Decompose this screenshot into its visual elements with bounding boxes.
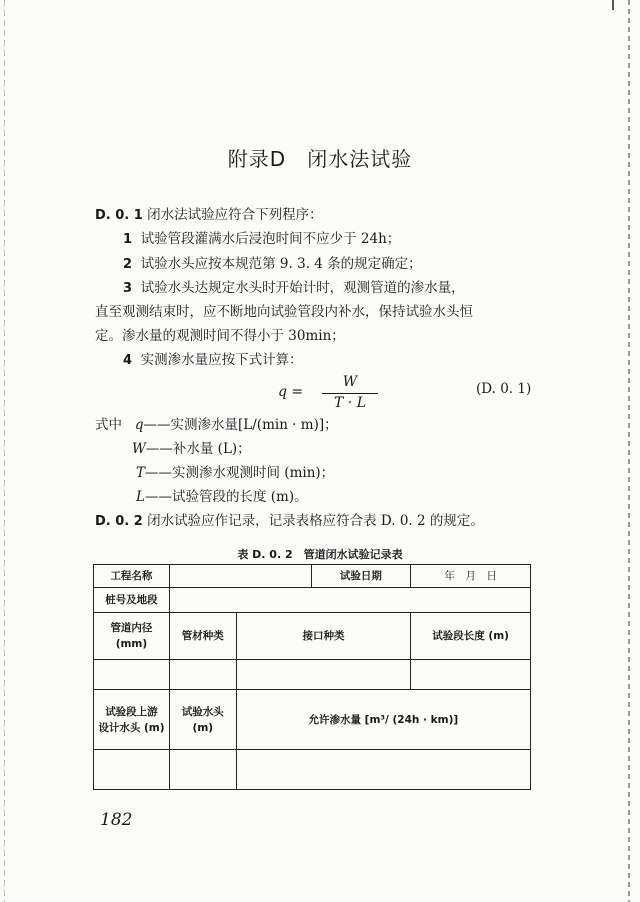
- table-row: [94, 588, 531, 613]
- section-length-value: [411, 660, 531, 690]
- test-head-label: 试验水头 (m): [169, 690, 236, 750]
- table-row: [94, 565, 531, 588]
- paragraph-line: 直至观测结束时，应不断地向试验管段内补水，保持试验水头恒: [95, 304, 473, 320]
- clause-text: 闭水法试验应符合下列程序：: [147, 207, 323, 223]
- clause-number: D. 0. 2: [95, 514, 143, 529]
- symbol-definition: T——实测渗水观测时间 (min)；: [136, 465, 335, 481]
- page-edge-mark: [612, 0, 614, 10]
- equation-number: (D. 0. 1): [476, 381, 532, 397]
- joint-type-value: [236, 660, 411, 690]
- pipe-diameter-value: [94, 660, 170, 690]
- symbol-definition: 式中 q——实测渗水量[L/(min · m)]；: [95, 417, 338, 433]
- list-item: 4 实测渗水量应按下式计算：: [123, 352, 303, 368]
- page-edge-right: [628, 0, 630, 902]
- station-label: 桩号及地段: [94, 588, 170, 613]
- table-row: [94, 750, 531, 790]
- table-caption: 表 D. 0. 2 管道闭水试验记录表: [237, 548, 403, 561]
- joint-type-label: 接口种类: [236, 613, 411, 660]
- formula-denominator: T · L: [334, 395, 366, 411]
- fraction-bar: [322, 393, 378, 394]
- pipe-diameter-label: 管道内径 (mm): [94, 613, 170, 660]
- pipe-material-value: [169, 660, 236, 690]
- symbol-definition: W——补水量 (L)；: [132, 441, 251, 457]
- symbol-definition: L——试验管段的长度 (m)。: [136, 489, 308, 505]
- pipe-material-label: 管材种类: [169, 613, 236, 660]
- formula-numerator: W: [342, 374, 358, 390]
- clause-number: D. 0. 1: [95, 208, 143, 223]
- appendix-title: 附录D 闭水法试验: [227, 147, 413, 171]
- list-item: 3 试验水头达规定水头时开始计时，观测管道的渗水量，: [123, 280, 465, 296]
- table-row: [94, 660, 531, 690]
- project-name-value: [169, 565, 311, 588]
- clause-d01: [95, 203, 530, 228]
- test-head-value: [169, 750, 236, 790]
- list-item: 1 试验管段灌满水后浸泡时间不应少于 24h；: [123, 231, 401, 247]
- formula-lhs: q =: [278, 384, 304, 400]
- upstream-head-label: 试验段上游 设计水头 (m): [94, 690, 170, 750]
- table-row: [94, 613, 531, 660]
- project-name-label: 工程名称: [94, 565, 170, 588]
- station-value: [169, 588, 530, 613]
- allowable-seepage-label: 允许渗水量 [m³/ (24h · km)]: [236, 690, 530, 750]
- table-row: [94, 690, 531, 750]
- test-date-label: 试验日期: [311, 565, 411, 588]
- test-date-value: 年 月 日: [411, 565, 531, 588]
- page-edge-left: [4, 0, 5, 902]
- clause-d02: [95, 509, 530, 534]
- list-item: 2 试验水头应按本规范第 9. 3. 4 条的规定确定；: [123, 256, 422, 272]
- upstream-head-value: [94, 750, 170, 790]
- record-table: [93, 564, 531, 790]
- clause-text: 闭水试验应作记录，记录表格应符合表 D. 0. 2 的规定。: [147, 513, 484, 529]
- section-length-label: 试验段长度 (m): [411, 613, 531, 660]
- page-number: 182: [100, 810, 133, 830]
- paragraph-line: 定。渗水量的观测时间不得小于 30min；: [95, 328, 345, 344]
- allowable-seepage-value: [236, 750, 530, 790]
